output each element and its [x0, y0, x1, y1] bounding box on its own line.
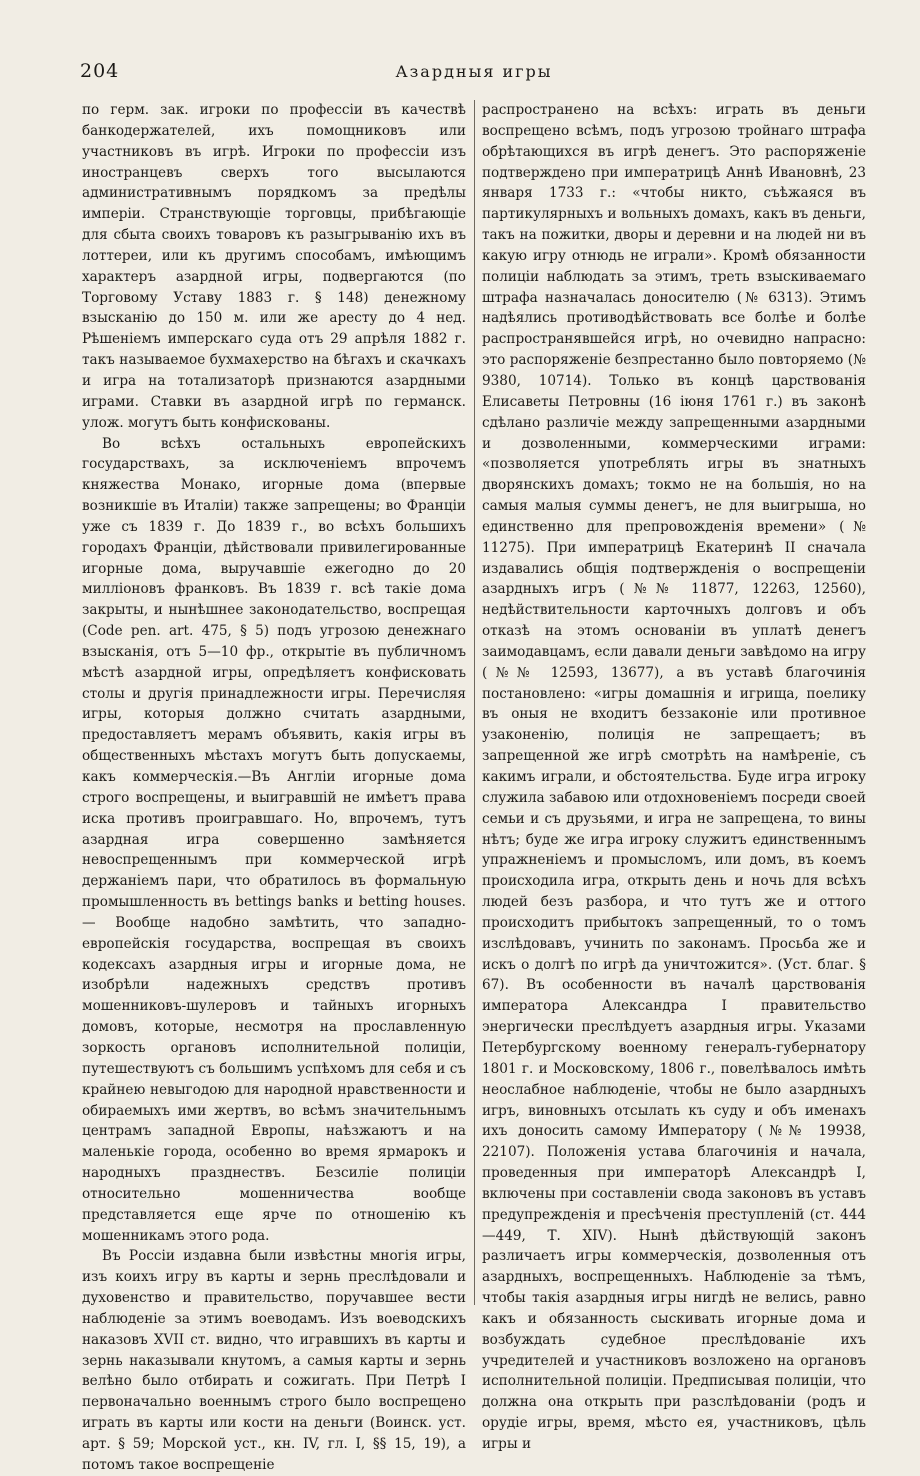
column-divider — [474, 100, 475, 1305]
page-number: 204 — [80, 60, 120, 82]
paragraph: Во всѣхъ остальныхъ европейскихъ государствахъ, за исключеніемъ впрочемъ княжества Монако, игорные дома (впервые возникшіе въ Италіи) также запрещены; во Франціи уже съ 1839 г. До 1839 г., во всѣхъ большихъ городахъ Франціи, дѣйствовали привилегированные игорные дома, выручавшіе ежегодно до 20 милліоновъ франковъ. Въ 1839 г. всѣ такіе дома закрыты, и нынѣшнее законодательство, воспрещая (Code pen. art. 475, § 5) подъ угрозою денежнаго взысканія, отъ 5—10 фр., открытіе въ публичномъ мѣстѣ азардной игры, опредѣляетъ конфисковать столы и другія принадлежности игры. Перечисляя игры, которыя должно считать азардными, предоставляетъ мерамъ объявить, какія игры въ общественныхъ мѣстахъ могутъ быть допускаемы, какъ коммерческія.—Въ Англіи игорные дома строго воспрещены, и выигравшій не имѣетъ права иска противъ проигравшаго. Но, впрочемъ, тутъ азардная игра совершенно замѣняется невоспрещеннымъ при коммерческой игрѣ держаніемъ пари, что обратилось въ формальную промышленность въ bettings banks и betting houses.— Вообще надобно замѣтить, что западно-европейскія государства, воспрещая въ своихъ кодексахъ азардныя игры и игорные дома, не изобрѣли надежныхъ средствъ противъ мошенниковъ-шулеровъ и тайныхъ игорныхъ домовъ, которые, несмотря на прославленную зоркость органовъ исполнительной полиціи, путешествуютъ съ большимъ успѣхомъ для себя и съ крайнею невыгодою для народной нравственности и обираемыхъ ими жертвъ, во всѣмъ значительнымъ центрамъ западной Европы, наѣзжаютъ и на маленькіе города, особенно во время ярмарокъ и народныхъ празднествъ. Безсиліе полиціи относительно мошенничества вообще представляется еще ярче по отношенію къ мошенникамъ этого рода. — [82, 435, 466, 1244]
running-title: Азардныя игры — [395, 62, 553, 81]
paragraph: Въ Россіи издавна были извѣстны многія игры, изъ коихъ игру въ карты и зернь преслѣдовали и духовенство и правительство, поручавшее вести наблюденіе за этимъ воеводамъ. Изъ воеводскихъ наказовъ XVII ст. видно, что игравшихъ въ карты и зернь наказывали кнутомъ, а самыя карты и зернь велѣно было отбирать и сожигать. При Петрѣ I первоначально военнымъ строго было воспрещено играть въ карты или кости на деньги (Воинск. уст. арт. § 59; Морской уст., кн. IV, гл. I, §§ 15, 19), а потомъ такое воспрещеніе — [82, 1248, 466, 1473]
paragraph: распространено на всѣхъ: играть въ деньги воспрещено всѣмъ, подъ угрозою тройнаго штрафа обрѣтающихся въ игрѣ денегъ. Это распоряженіе подтверждено при императрицѣ Аннѣ Ивановнѣ, 23 января 1733 г.: «чтобы никто, съѣжаяся въ партикулярныхъ и вольныхъ домахъ, какъ въ деньги, такъ на пожитки, дворы и деревни и на людей ни въ какую игру отнюдь не играли». Кромѣ обязанности полиціи наблюдать за этимъ, треть взыскиваемаго штрафа назначалась доносителю (№ 6313). Этимъ надѣялись противодѣйствовать все болѣе и болѣе распространявшейся игрѣ, но очевидно напрасно: это распоряженіе безпрестанно было повторяемо (№ 9380, 10714). Только въ концѣ царствованія Елисаветы Петровны (16 іюня 1761 г.) въ законѣ сдѣлано различіе между запрещенными азардными и дозволенными, коммерческими играми: «позволяется употреблять игры въ знатныхъ дворянскихъ домахъ; токмо не на большія, но на самыя малыя суммы денегъ, не для выигрыша, но единственно для препровожденія времени» (№ 11275). При императрицѣ Екатеринѣ II сначала издавались общія подтвержденія о воспрещеніи азардныхъ игръ (№№ 11877, 12263, 12560), недѣйствительности карточныхъ долговъ и объ отказѣ на этомъ основаніи въ уплатѣ денегъ заимодавцамъ, если давали деньги завѣдомо на игру (№№ 12593, 13677), а въ уставѣ благочинія постановлено: «игры домашнія и игрища, поелику въ оныя не входитъ беззаконіе или противное узаконенію, полиція не запрещаетъ; въ запрещенной же игрѣ смотрѣть на намѣреніе, съ какимъ играли, и обстоятельства. Буде игра игроку служила забавою или отдохновеніемъ посреди своей семьи и съ друзьями, и игра не запрещена, то вины нѣтъ; буде же игра игроку служитъ единственнымъ упражненіемъ и промысломъ, или домъ, въ коемъ происходила игра, открыть день и ночь для всѣхъ людей безъ разбора, и что тутъ же и оттого происходитъ прибытокъ запрещенный, то о томъ изслѣдовавъ, учинить по законамъ. Просьба же и искъ о долгѣ по игрѣ да уничтожится». (Уст. благ. § 67). Въ особенности въ началѣ царствованія императора Александра I правительство энергически преслѣдуетъ азардныя игры. Указами Петербургскому военному генералъ-губернатору 1801 г. и Московскому, 1806 г., повелѣвалось имѣть неослабное наблюденіе, чтобы не было азардныхъ игръ, виновныхъ отсылать къ суду и объ именахъ ихъ доносить самому Императору (№№ 19938, 22107). Положенія устава благочинія и начала, проведенныя при императорѣ Александрѣ I, включены при составленіи свода законовъ въ уставъ предупрежденія и пресѣченія преступленій (ст. 444—449, Т. XIV). Нынѣ дѣйствующій законъ различаетъ игры коммерческія, дозволенныя отъ азардныхъ, воспрещенныхъ. Наблюденіе за тѣмъ, чтобы такія азардныя игры нигдѣ не велись, равно какъ и обязанность сыскивать игорные дома и возбуждать судебное преслѣдованіе ихъ учредителей и участниковъ возложено на органовъ исполнительной полиціи. Предписывая полиціи, что должна она открыть при разслѣдованіи (родъ и орудіе игры, время, мѣсто ея, участниковъ, цѣль игры и — [482, 102, 866, 1452]
right-column — [482, 100, 866, 1455]
paragraph: по герм. зак. игроки по профессіи въ качествѣ банкодержателей, ихъ помощниковъ или участниковъ въ игрѣ. Игроки по профессіи изъ иностранцевъ сверхъ того высылаются административнымъ порядкомъ за предѣлы имперіи. Странствующіе торговцы, прибѣгающіе для сбыта своихъ товаровъ къ разыгрыванію ихъ въ лоттереи, или къ другимъ способамъ, имѣющимъ характеръ азардной игры, подвергаются (по Торговому Уставу 1883 г. § 148) денежному взысканію до 150 м. или же аресту до 4 нед. Рѣшеніемъ имперскаго суда отъ 29 апрѣля 1882 г. такъ называемое бухмахерство на бѣгахъ и скачкахъ и игра на тотализаторѣ признаются азардными играми. Ставки въ азардной игрѣ по германск. улож. могутъ быть конфискованы. — [82, 102, 466, 431]
page-header — [80, 60, 868, 88]
left-column — [82, 100, 466, 1476]
